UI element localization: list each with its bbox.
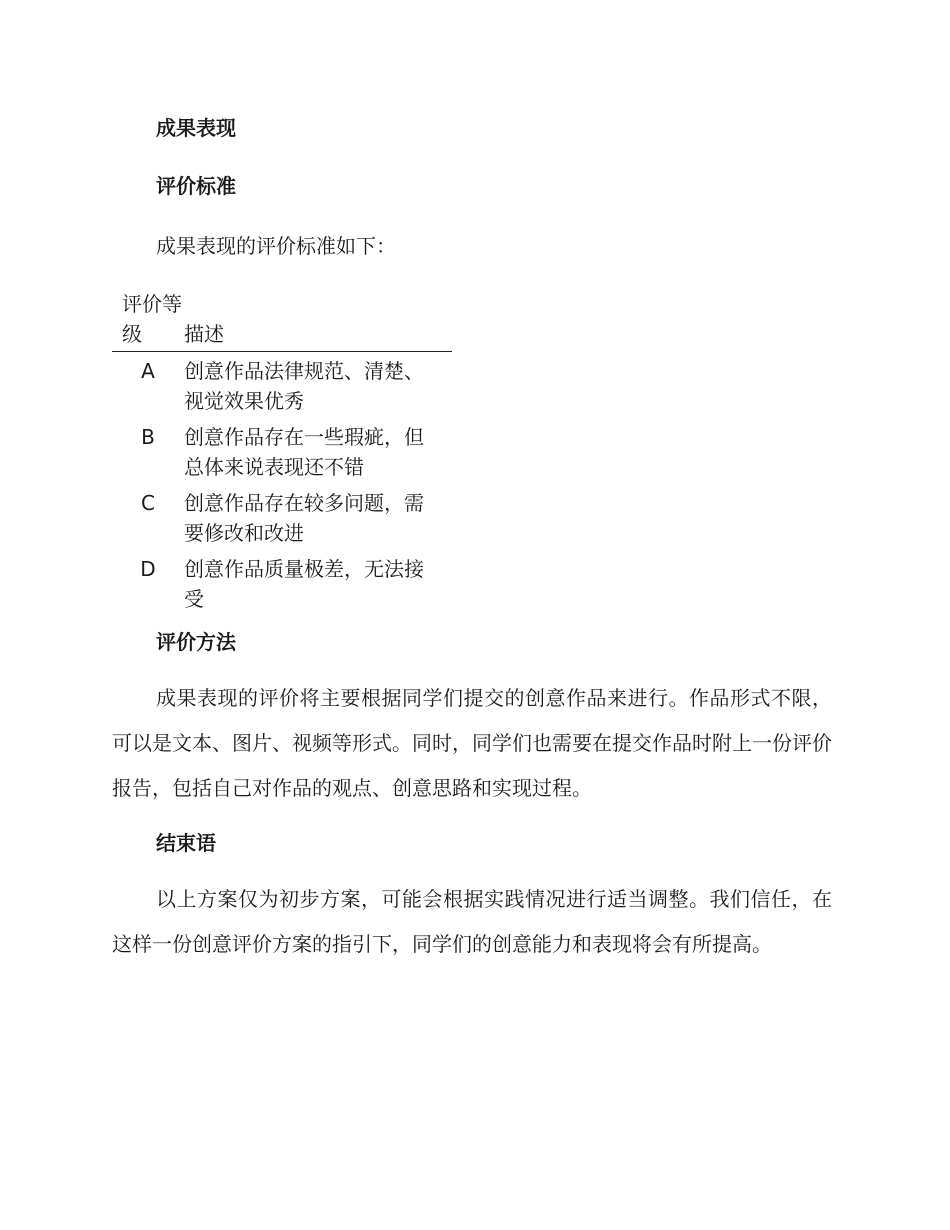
grade-cell: C [141,491,155,515]
table-row [112,418,452,484]
heading-results: 成果表现 [156,116,236,140]
criteria-intro: 成果表现的评价标准如下： [156,234,396,258]
grade-cell: D [140,557,156,581]
grade-cell: A [141,359,155,383]
desc-cell: 创意作品存在较多问题，需要修改和改进 [184,491,424,545]
desc-cell: 创意作品存在一些瑕疵，但总体来说表现还不错 [184,425,424,479]
grade-table [112,285,452,616]
table-row [112,550,452,616]
desc-cell: 创意作品质量极差，无法接受 [184,557,424,611]
table-row [112,484,452,550]
desc-cell: 创意作品法律规范、清楚、视觉效果优秀 [184,359,424,413]
table-row [112,352,452,419]
heading-conclusion: 结束语 [156,831,216,855]
method-paragraph: 成果表现的评价将主要根据同学们提交的创意作品来进行。作品形式不限，可以是文本、图片、视频等形式。同时，同学们也需要在提交作品时附上一份评价报告，包括自己对作品的观点、创意思路和实现过程。 [112,686,832,800]
table-header-row [112,285,452,352]
heading-method: 评价方法 [156,630,236,654]
grade-cell: B [141,425,155,449]
header-desc: 描述 [184,285,452,352]
conclusion-paragraph: 以上方案仅为初步方案，可能会根据实践情况进行适当调整。我们信任，在这样一份创意评价方案的指引下，同学们的创意能力和表现将会有所提高。 [112,887,832,956]
heading-criteria: 评价标准 [156,174,236,198]
header-grade: 评价等级 [112,285,184,352]
document-page [112,108,832,967]
